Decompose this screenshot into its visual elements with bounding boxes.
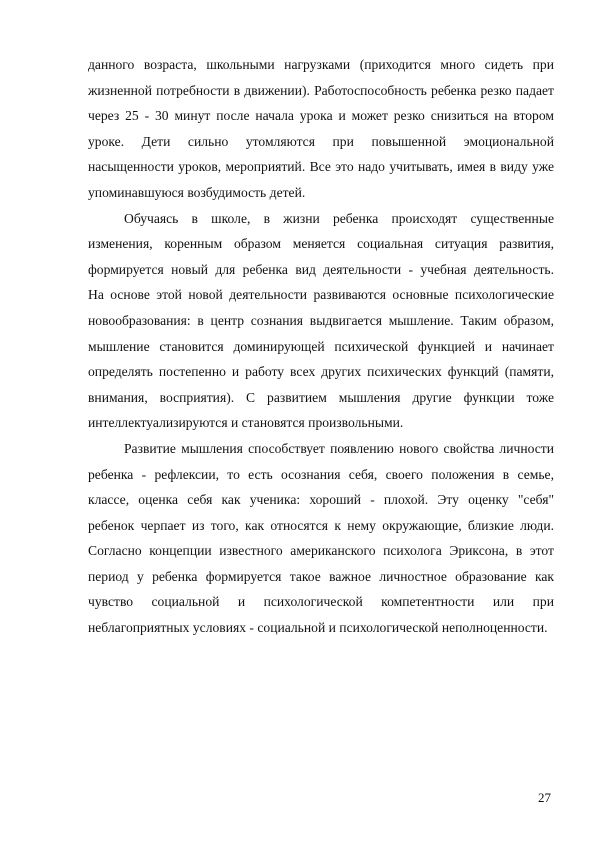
body-text (88, 52, 554, 641)
text-line: ребенка - рефлексии, то есть осознания себя, своего положения в семье, (88, 466, 554, 482)
text-line: Обучаясь в школе, в жизни ребенка происходят существенные (124, 210, 554, 226)
text-line: интеллектуализируются и становятся произвольными. (88, 415, 404, 431)
text-line: насыщенности уроков, мероприятий. Все это надо учитывать, имея в виду уже (88, 159, 554, 175)
text-line: На основе этой новой деятельности развиваются основные психологические (88, 287, 554, 303)
text-line: период у ребенка формируется такое важное личностное образование как (88, 568, 554, 584)
text-line: данного возраста, школьными нагрузками (приходится много сидеть при (88, 57, 554, 72)
text-line: определять постепенно и работу всех других психических функций (памяти, (88, 364, 554, 380)
text-line: неблагоприятных условиях - социальной и психологической неполноценности. (88, 620, 548, 636)
text-line: внимания, восприятия). С развитием мышления другие функции тоже (88, 389, 554, 405)
paragraph (88, 206, 554, 436)
text-line: уроке. Дети сильно утомляются при повышенной эмоциональной (88, 133, 554, 149)
paragraph (88, 52, 554, 206)
text-line: формируется новый для ребенка вид деятельности - учебная деятельность. (88, 261, 554, 277)
page-number: 27 (538, 790, 551, 805)
text-line: жизненной потребности в движении). Работоспособность ребенка резко падает (88, 82, 554, 98)
text-line: чувство социальной и психологической компетентности или при (88, 594, 554, 610)
text-line: Развитие мышления способствует появлению нового свойства личности (124, 440, 554, 456)
text-line: классе, оценка себя как ученика: хороший - плохой. Эту оценку "себя" (88, 492, 554, 508)
text-line: ребенок черпает из того, как относятся к нему окружающие, близкие люди. (88, 517, 554, 533)
text-line: новообразования: в центр сознания выдвигается мышление. Таким образом, (88, 312, 554, 328)
text-line: Согласно концепции известного американского психолога Эриксона, в этот (88, 543, 554, 559)
text-line: изменения, коренным образом меняется социальная ситуация развития, (88, 236, 554, 252)
text-line: мышление становится доминирующей психической функцией и начинает (88, 338, 554, 354)
text-line: упоминавшуюся возбудимость детей. (88, 184, 306, 200)
paragraph (88, 436, 554, 641)
text-line: через 25 - 30 минут после начала урока и может резко снизиться на втором (88, 108, 554, 124)
